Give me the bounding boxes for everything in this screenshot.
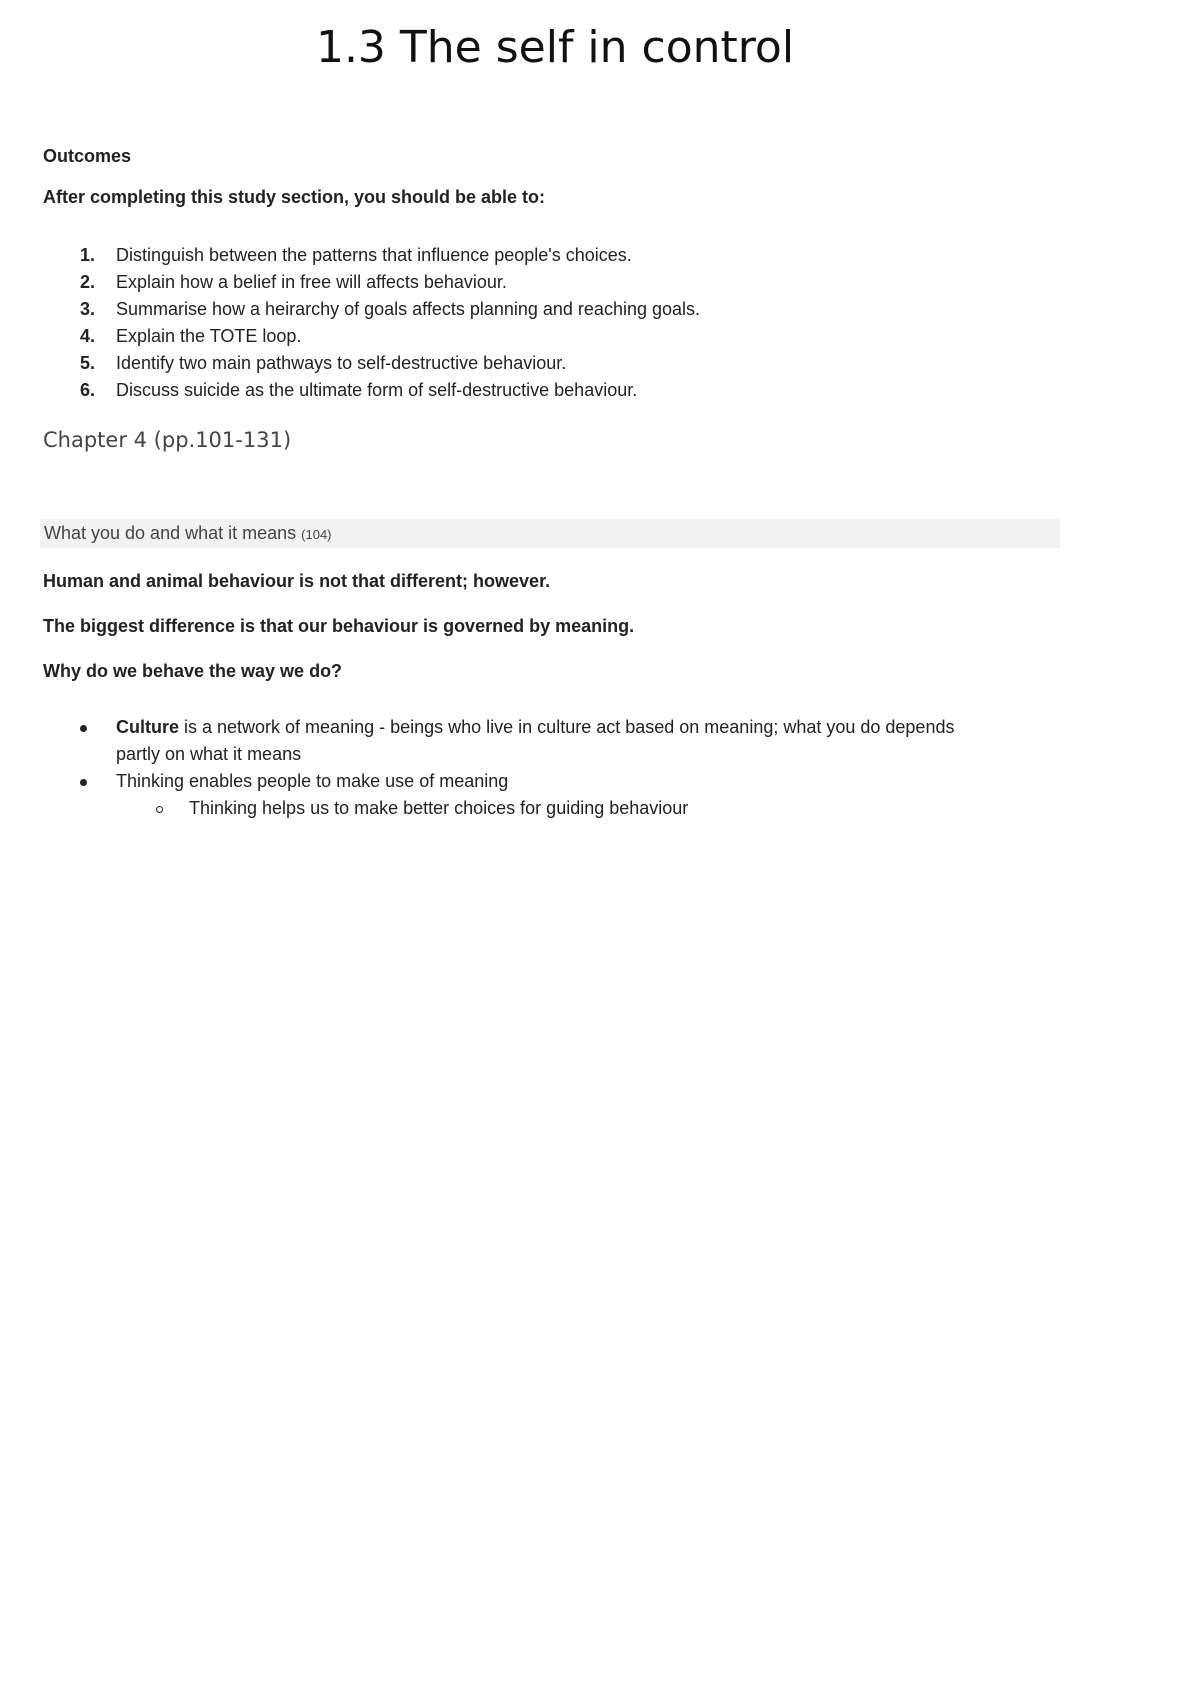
section-page-ref: (104): [301, 527, 332, 542]
outcome-number: 3.: [80, 299, 96, 319]
sub-bullet-text: Thinking helps us to make better choices for guiding behaviour: [189, 798, 689, 818]
section-heading: [40, 519, 1060, 548]
bullet-bold-term: Culture: [116, 717, 179, 737]
chapter-heading: Chapter 4 (pp.101-131): [43, 428, 292, 452]
bullet-body: is a network of meaning - beings who live in culture act based on meaning; what you do depends partly on what it means: [116, 717, 955, 764]
page-title: 1.3 The self in control: [315, 22, 795, 73]
outcome-text: Discuss suicide as the ultimate form of self-destructive behaviour.: [116, 380, 638, 400]
outcome-text: Identify two main pathways to self-destructive behaviour.: [116, 353, 567, 373]
bullet-item: [0, 768, 1100, 795]
bullet-list: [0, 714, 1100, 822]
outcome-text: Explain the TOTE loop.: [116, 326, 302, 346]
outcome-text: Explain how a belief in free will affects behaviour.: [116, 272, 507, 292]
bullet-dot-icon: [80, 779, 87, 786]
bullet-item: [0, 714, 1100, 768]
paragraph-2: The biggest difference is that our behaviour is governed by meaning.: [43, 616, 635, 636]
outcome-text: Distinguish between the patterns that influence people's choices.: [116, 245, 632, 265]
sub-bullet-item: [0, 795, 1100, 822]
outcome-number: 1.: [80, 245, 96, 265]
paragraph-1: Human and animal behaviour is not that different; however.: [43, 571, 551, 591]
section-heading-text: What you do and what it means: [44, 523, 297, 543]
bullet-dot-icon: [80, 725, 87, 732]
outcome-number: 2.: [80, 272, 96, 292]
bullet-text: [116, 768, 996, 795]
bullet-text: [116, 714, 996, 768]
paragraph-3: Why do we behave the way we do?: [43, 661, 343, 681]
outcomes-intro: After completing this study section, you should be able to:: [43, 187, 546, 207]
outcome-number: 6.: [80, 380, 96, 400]
outcome-number: 4.: [80, 326, 96, 346]
outcome-text: Summarise how a heirarchy of goals affects planning and reaching goals.: [116, 299, 701, 319]
outcomes-label: Outcomes: [43, 146, 132, 166]
bullet-body: Thinking enables people to make use of meaning: [116, 771, 509, 791]
outcome-number: 5.: [80, 353, 96, 373]
sub-bullet-ring-icon: [156, 806, 163, 813]
